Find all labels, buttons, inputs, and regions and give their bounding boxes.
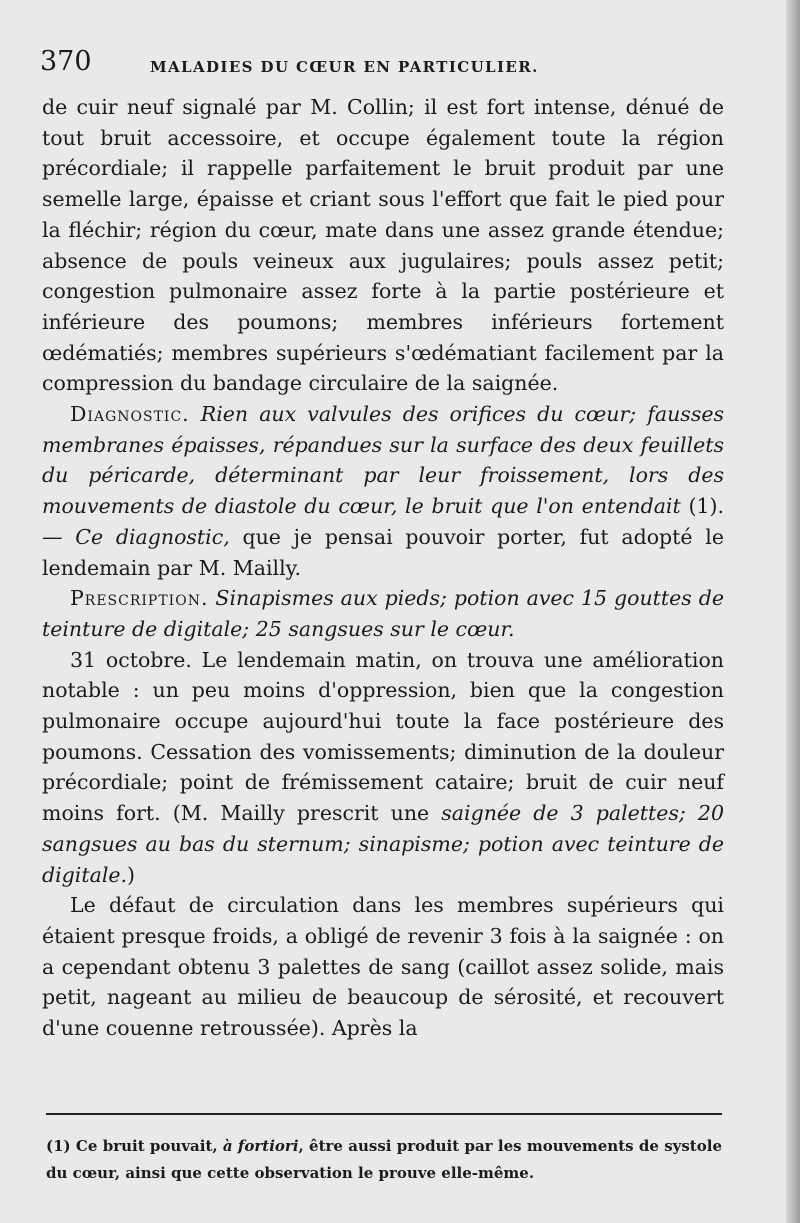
footnote-rule	[46, 1113, 722, 1115]
paragraph-observation: de cuir neuf signalé par M. Collin; il est fort intense, dénué de tout bruit accessoire, et occupe également toute la région précordiale; il rappelle parfaitement le bruit produit par une semelle large, épaisse et criant sous l'effort que fait le pied pour la fléchir; région du cœur, mate dans une assez grande étendue; absence de pouls veineux aux jugulaires; pouls assez petit; congestion pulmonaire assez forte à la partie postérieure et inférieure des poumons; membres inférieurs fortement œdématiés; membres supérieurs s'œdématiant facilement par la compression du bandage circulaire de la saignée.	[42, 95, 724, 396]
page-header	[40, 44, 740, 88]
diagnostic-label: Diagnostic.	[70, 402, 190, 427]
octobre-close: )	[127, 862, 136, 887]
paragraph-diagnostic	[42, 399, 724, 583]
octobre-italic: saignée de 3 palettes; 20 sangsues au bas du sternum; sinapisme; potion avec teinture de digitale.	[42, 801, 725, 887]
footnote-ref: (1). —	[42, 494, 724, 549]
prescription-text: Sinapismes aux pieds; potion avec 15 gouttes de teinture de digitale; 25 sangsues sur le cœur.	[42, 586, 724, 641]
diagnostic-italic: Rien aux valvules des orifices du cœur; fausses membranes épaisses, répandues sur la surface des deux feuillets du péricarde, déterminant par leur froissement, lors des mouvements de diastole du cœur, le bruit que l'on entendait	[42, 402, 724, 519]
footnote	[46, 1133, 722, 1187]
diagnostic-rest: que je pensai pouvoir porter, fut adopté le lendemain par M. Mailly.	[42, 524, 724, 580]
paragraph-prescription	[42, 583, 724, 644]
footnote-italic: à fortiori	[222, 1137, 299, 1155]
paragraph-defaut-circulation: Le défaut de circulation dans les membres supérieurs qui étaient presque froids, a obligé de revenir 3 fois à la saignée : on a cependant obtenu 3 palettes de sang (caillot assez solide, mais petit, nageant au milieu de beaucoup de sérosité, et recouvert d'une couenne retroussée). Après la	[42, 893, 724, 1041]
diagnostic-italic-2: Ce diagnostic,	[75, 524, 230, 549]
prescription-label: Prescription.	[70, 586, 209, 611]
octobre-text: 31 octobre. Le lendemain matin, on trouva une amélioration notable : un peu moins d'oppression, bien que la congestion pulmonaire occupe aujourd'hui toute la face postérieure des poumons. Cessation des vomissements; diminution de la douleur précordiale; point de frémissement cataire; bruit de cuir neuf moins fort. (M. Mailly prescrit une	[42, 647, 724, 826]
running-title: MALADIES DU CŒUR EN PARTICULIER.	[150, 58, 539, 76]
footnote-after: , être aussi produit par les mouvements de systole du cœur, ainsi que cette observation le prouve elle-même.	[46, 1137, 722, 1182]
footnote-before: (1) Ce bruit pouvait,	[46, 1137, 223, 1155]
body-text	[42, 92, 724, 1044]
page-number: 370	[40, 46, 92, 77]
paragraph-31-octobre	[42, 645, 724, 891]
